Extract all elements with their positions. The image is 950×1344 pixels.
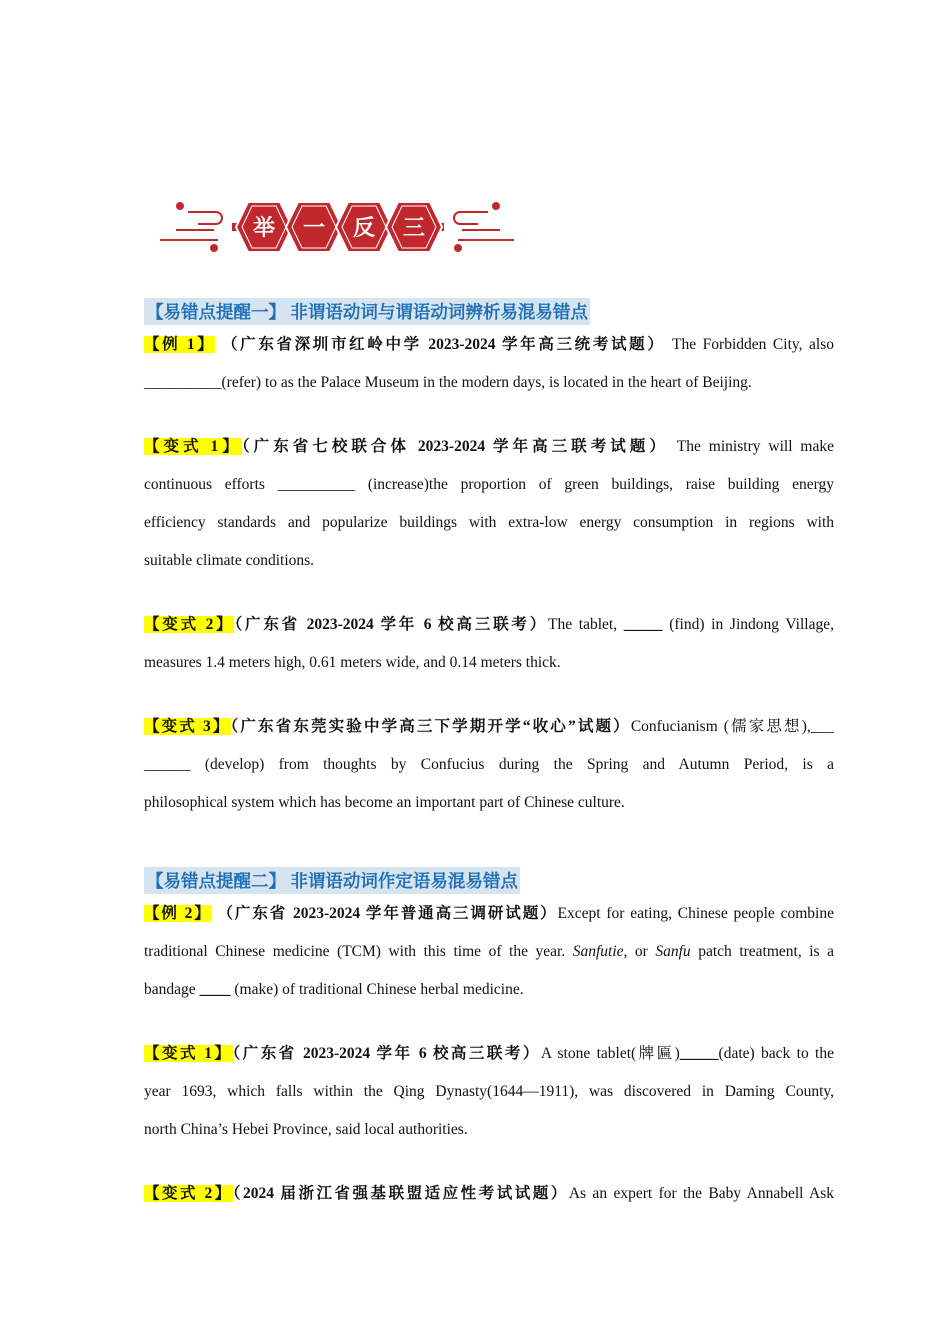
variant-1-1-tag: 【变式 1】: [144, 438, 242, 455]
variant-2-1-text-1a: A stone tablet(牌匾): [540, 1045, 680, 1062]
example-2-text-2b: , or: [623, 943, 656, 960]
variant-2-2-tag: 【变式 2】: [144, 1185, 233, 1202]
example-1-tag: 【例 1】: [144, 336, 216, 353]
variant-1-2-text-1b: (find) in Jindong Village,: [662, 616, 834, 633]
variant-2-1-source: （广东省 2023-2024 学年 6 校高三联考）: [232, 1045, 541, 1062]
example-2-italic-2: Sanfu: [655, 943, 691, 960]
example-1-text-1: The Forbidden City, also: [672, 336, 834, 353]
section1-title: 【易错点提醒一】 非谓语动词与谓语动词辨析易混易错点: [144, 298, 590, 325]
example-2-text-2a: traditional Chinese medicine (TCM) with this time of the year.: [144, 943, 573, 960]
banner-char-3: 反: [352, 216, 375, 241]
variant-1-2-source: （广东省 2023-2024 学年 6 校高三联考）: [234, 616, 549, 633]
variant-1-3-tag: 【变式 3】: [144, 718, 231, 735]
banner-char-4: 三: [402, 216, 425, 241]
banner-char-1: 举: [252, 216, 275, 241]
variant-2-2-source: （2024 届浙江省强基联盟适应性考试试题）: [232, 1185, 569, 1202]
section2-title: 【易错点提醒二】 非谓语动词作定语易混易错点: [144, 867, 520, 894]
example-2-text-1: Except for eating, Chinese people combine: [557, 905, 834, 922]
example-2-text-2c: patch treatment, is a: [690, 943, 834, 960]
variant-1-3-line-2: ______ (develop) from thoughts by Confucius during the Spring and Autumn Period, is a: [144, 756, 834, 773]
banner-jyfs: [158, 196, 518, 258]
variant-1-1-text-1: The ministry will make: [676, 438, 834, 455]
variant-2-1-line-2: year 1693, which falls within the Qing Dynasty(1644—1911), was discovered in Daming County,: [144, 1083, 834, 1100]
variant-1-1-line-2: continuous efforts __________ (increase)the proportion of green buildings, raise building energy: [144, 476, 834, 493]
example-1-source: （广东省深圳市红岭中学 2023-2024 学年高三统考试题）: [215, 336, 666, 353]
variant-1-1-line-3: efficiency standards and popularize buildings with extra-low energy consumption in regions with: [144, 514, 834, 531]
example-2-source: （广东省 2023-2024 学年普通高三调研试题）: [211, 905, 558, 922]
variant-2-2: [144, 1175, 834, 1213]
variant-1-2: [144, 606, 834, 682]
variant-1-2-text-1a: The tablet,: [548, 616, 624, 633]
variant-1-1-source: （广东省七校联合体 2023-2024 学年高三联考试题）: [241, 438, 669, 455]
variant-1-2-line-2: measures 1.4 meters high, 0.61 meters wide, and 0.14 meters thick.: [144, 654, 561, 671]
example-2-italic-1: Sanfutie: [572, 943, 624, 960]
variant-1-1-line-1: [144, 428, 834, 466]
variant-1-2-blank: _____: [623, 616, 663, 633]
example-2: [144, 895, 834, 1009]
example-2-blank: ____: [199, 981, 231, 998]
variant-2-1-tag: 【变式 1】: [144, 1045, 233, 1062]
variant-2-1-line-3: north China’s Hebei Province, said local authorities.: [144, 1121, 468, 1138]
example-2-line-2: [144, 933, 834, 971]
variant-1-2-tag: 【变式 2】: [144, 616, 235, 633]
example-1-line-1: [144, 326, 834, 364]
banner-char-2: 一: [302, 216, 325, 241]
variant-2-2-text-1: As an expert for the Baby Annabell Ask: [568, 1185, 834, 1202]
variant-1-3-line-3: philosophical system which has become an important part of Chinese culture.: [144, 794, 625, 811]
variant-1-3-source: （广东省东莞实验中学高三下学期开学“收心”试题）: [230, 718, 631, 735]
example-1: [144, 326, 834, 402]
example-2-text-3a: bandage: [144, 981, 200, 998]
variant-1-3-text-1: Confucianism (儒家思想),___: [630, 718, 834, 735]
example-2-tag: 【例 2】: [144, 905, 212, 922]
variant-1-3: [144, 708, 834, 822]
example-2-text-3b: (make) of traditional Chinese herbal medicine.: [230, 981, 524, 998]
variant-1-3-line-1: [144, 708, 834, 746]
variant-2-1: [144, 1035, 834, 1149]
variant-2-1-blank: _____: [679, 1045, 719, 1062]
variant-2-1-line-1: [144, 1035, 834, 1073]
example-1-line-2: __________(refer) to as the Palace Museum in the modern days, is located in the heart of Beijing.: [144, 374, 752, 391]
variant-2-1-text-1b: (date) back to the: [718, 1045, 834, 1062]
variant-1-1: [144, 428, 834, 580]
variant-1-2-line-1: [144, 606, 834, 644]
variant-1-1-line-4: suitable climate conditions.: [144, 552, 315, 569]
variant-2-2-line-1: [144, 1175, 834, 1213]
example-2-line-3: [144, 971, 834, 1009]
example-2-line-1: [144, 895, 834, 933]
